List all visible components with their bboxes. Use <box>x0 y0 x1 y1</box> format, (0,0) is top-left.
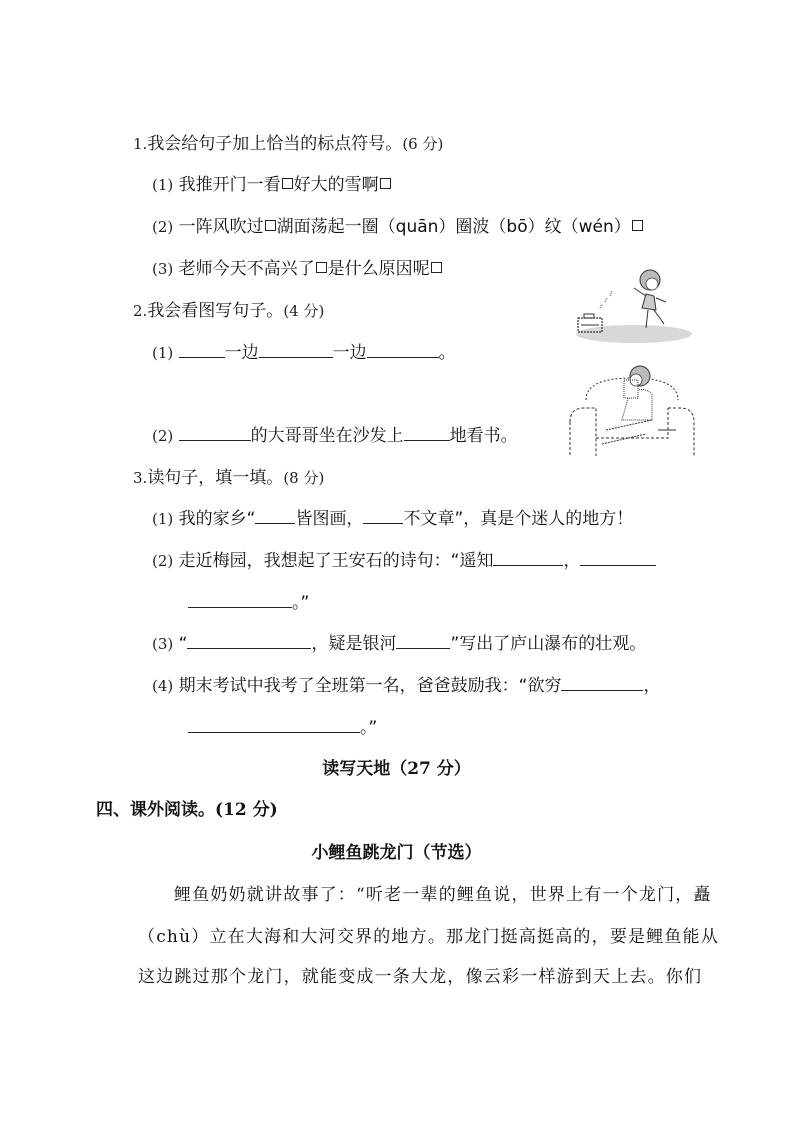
q3-item-4 <box>152 675 660 697</box>
sentence-part: 老师今天不高兴了 <box>178 259 315 279</box>
item-label: (1) <box>152 510 174 528</box>
section-title-text: 读写天地 <box>322 759 391 779</box>
sentence-part: ”写出了庐山瀑布的壮观。 <box>450 634 647 654</box>
sentence-part: 期末考试中我考了全班第一名，爸爸鼓励我：“欲穷 <box>178 676 562 696</box>
answer-blank[interactable] <box>396 633 450 649</box>
sentence-part: 的大哥哥坐在沙发上 <box>250 426 404 446</box>
q1-item-2 <box>152 216 644 238</box>
girl-dancing-picture <box>572 268 696 348</box>
item-label: (4) <box>152 677 174 695</box>
punctuation-box[interactable] <box>316 262 327 273</box>
passage-title <box>0 842 793 864</box>
sentence-part: ， <box>563 551 581 571</box>
q3-item-2-continuation <box>188 592 309 614</box>
passage-title-text: 小鲤鱼跳龙门（节选） <box>311 843 482 863</box>
question-score: (4 分) <box>283 302 325 320</box>
q3-item-1 <box>152 508 633 530</box>
question-number: 3. <box>133 469 148 487</box>
punctuation-box[interactable] <box>632 220 643 231</box>
answer-blank[interactable] <box>179 425 251 441</box>
punctuation-box[interactable] <box>265 220 276 231</box>
sentence-part: 湖面荡起一圈（quān）圈波（bō）纹（wén） <box>276 217 631 237</box>
answer-blank[interactable] <box>561 675 643 691</box>
passage-line-2: （chù）立在大海和大河交界的地方。那龙门挺高挺高的，要是鲤鱼能从 <box>138 927 720 947</box>
q2-item-1 <box>152 342 456 364</box>
answer-blank[interactable] <box>404 425 450 441</box>
answer-blank[interactable] <box>255 508 295 524</box>
sentence-part: 我推开门一看 <box>178 175 281 195</box>
answer-blank[interactable] <box>188 592 292 608</box>
sentence-part: 是什么原因呢 <box>327 259 430 279</box>
item-label: (1) <box>152 344 174 362</box>
item-label: (3) <box>152 635 174 653</box>
punctuation-box[interactable] <box>380 178 391 189</box>
question-1-heading <box>133 133 443 155</box>
question-title: 我会看图写句子。 <box>147 301 284 321</box>
q3-item-3 <box>152 633 646 655</box>
sentence-part: 。” <box>292 593 310 613</box>
answer-blank[interactable] <box>367 342 439 358</box>
punctuation-box[interactable] <box>282 178 293 189</box>
question-title: 读句子，填一填。 <box>147 468 284 488</box>
q1-item-3 <box>152 258 443 280</box>
answer-blank[interactable] <box>580 550 656 566</box>
question-score: (12 分) <box>215 800 278 820</box>
sentence-part: 不文章”，真是个迷人的地方！ <box>403 509 634 529</box>
item-label: (3) <box>152 260 174 278</box>
answer-blank[interactable] <box>363 508 403 524</box>
question-title: 四、课外阅读。 <box>96 800 215 820</box>
question-number: 1. <box>133 135 148 153</box>
sentence-end: 。 <box>438 343 456 363</box>
sentence-part: 走近梅园，我想起了王安石的诗句：“遥知 <box>178 551 494 571</box>
sentence-part: 我的家乡“ <box>178 509 256 529</box>
item-label: (2) <box>152 218 174 236</box>
punctuation-box[interactable] <box>431 262 442 273</box>
section-title <box>0 758 793 780</box>
question-title: 我会给句子加上恰当的标点符号。 <box>147 134 403 154</box>
question-3-heading <box>133 467 324 489</box>
sentence-part: “ <box>178 634 188 654</box>
question-score: (8 分) <box>283 469 325 487</box>
sentence-part: 一边 <box>224 343 259 363</box>
sentence-part: 一阵风吹过 <box>178 217 264 237</box>
sentence-part: ，疑是银河 <box>311 634 397 654</box>
passage-line-1: 鲤鱼奶奶就讲故事了：“听老一辈的鲤鱼说，世界上有一个龙门，矗 <box>174 885 712 905</box>
item-label: (2) <box>152 427 174 445</box>
answer-blank[interactable] <box>187 633 311 649</box>
sentence-part: 一边 <box>332 343 367 363</box>
sentence-part: 。” <box>360 718 378 738</box>
q2-item-2 <box>152 425 518 447</box>
q3-item-4-continuation <box>188 717 377 739</box>
passage-line-3: 这边跳过那个龙门，就能变成一条大龙，像云彩一样游到天上去。你们 <box>138 967 703 987</box>
sentence-part: 皆图画， <box>295 509 364 529</box>
q3-item-2 <box>152 550 656 572</box>
question-4-heading <box>96 799 278 821</box>
sentence-part: 好大的雪啊 <box>293 175 379 195</box>
boy-on-sofa-picture <box>566 360 698 460</box>
answer-blank[interactable] <box>179 342 225 358</box>
answer-blank[interactable] <box>188 717 360 733</box>
answer-blank[interactable] <box>493 550 563 566</box>
item-label: (2) <box>152 552 174 570</box>
question-2-heading <box>133 300 324 322</box>
sentence-part: 地看书。 <box>449 426 518 446</box>
question-number: 2. <box>133 302 148 320</box>
answer-blank[interactable] <box>259 342 333 358</box>
question-score: (6 分) <box>402 135 444 153</box>
sentence-part: ， <box>643 676 661 696</box>
section-score: （27 分） <box>390 759 471 779</box>
item-label: (1) <box>152 176 174 194</box>
q1-item-1 <box>152 174 392 196</box>
